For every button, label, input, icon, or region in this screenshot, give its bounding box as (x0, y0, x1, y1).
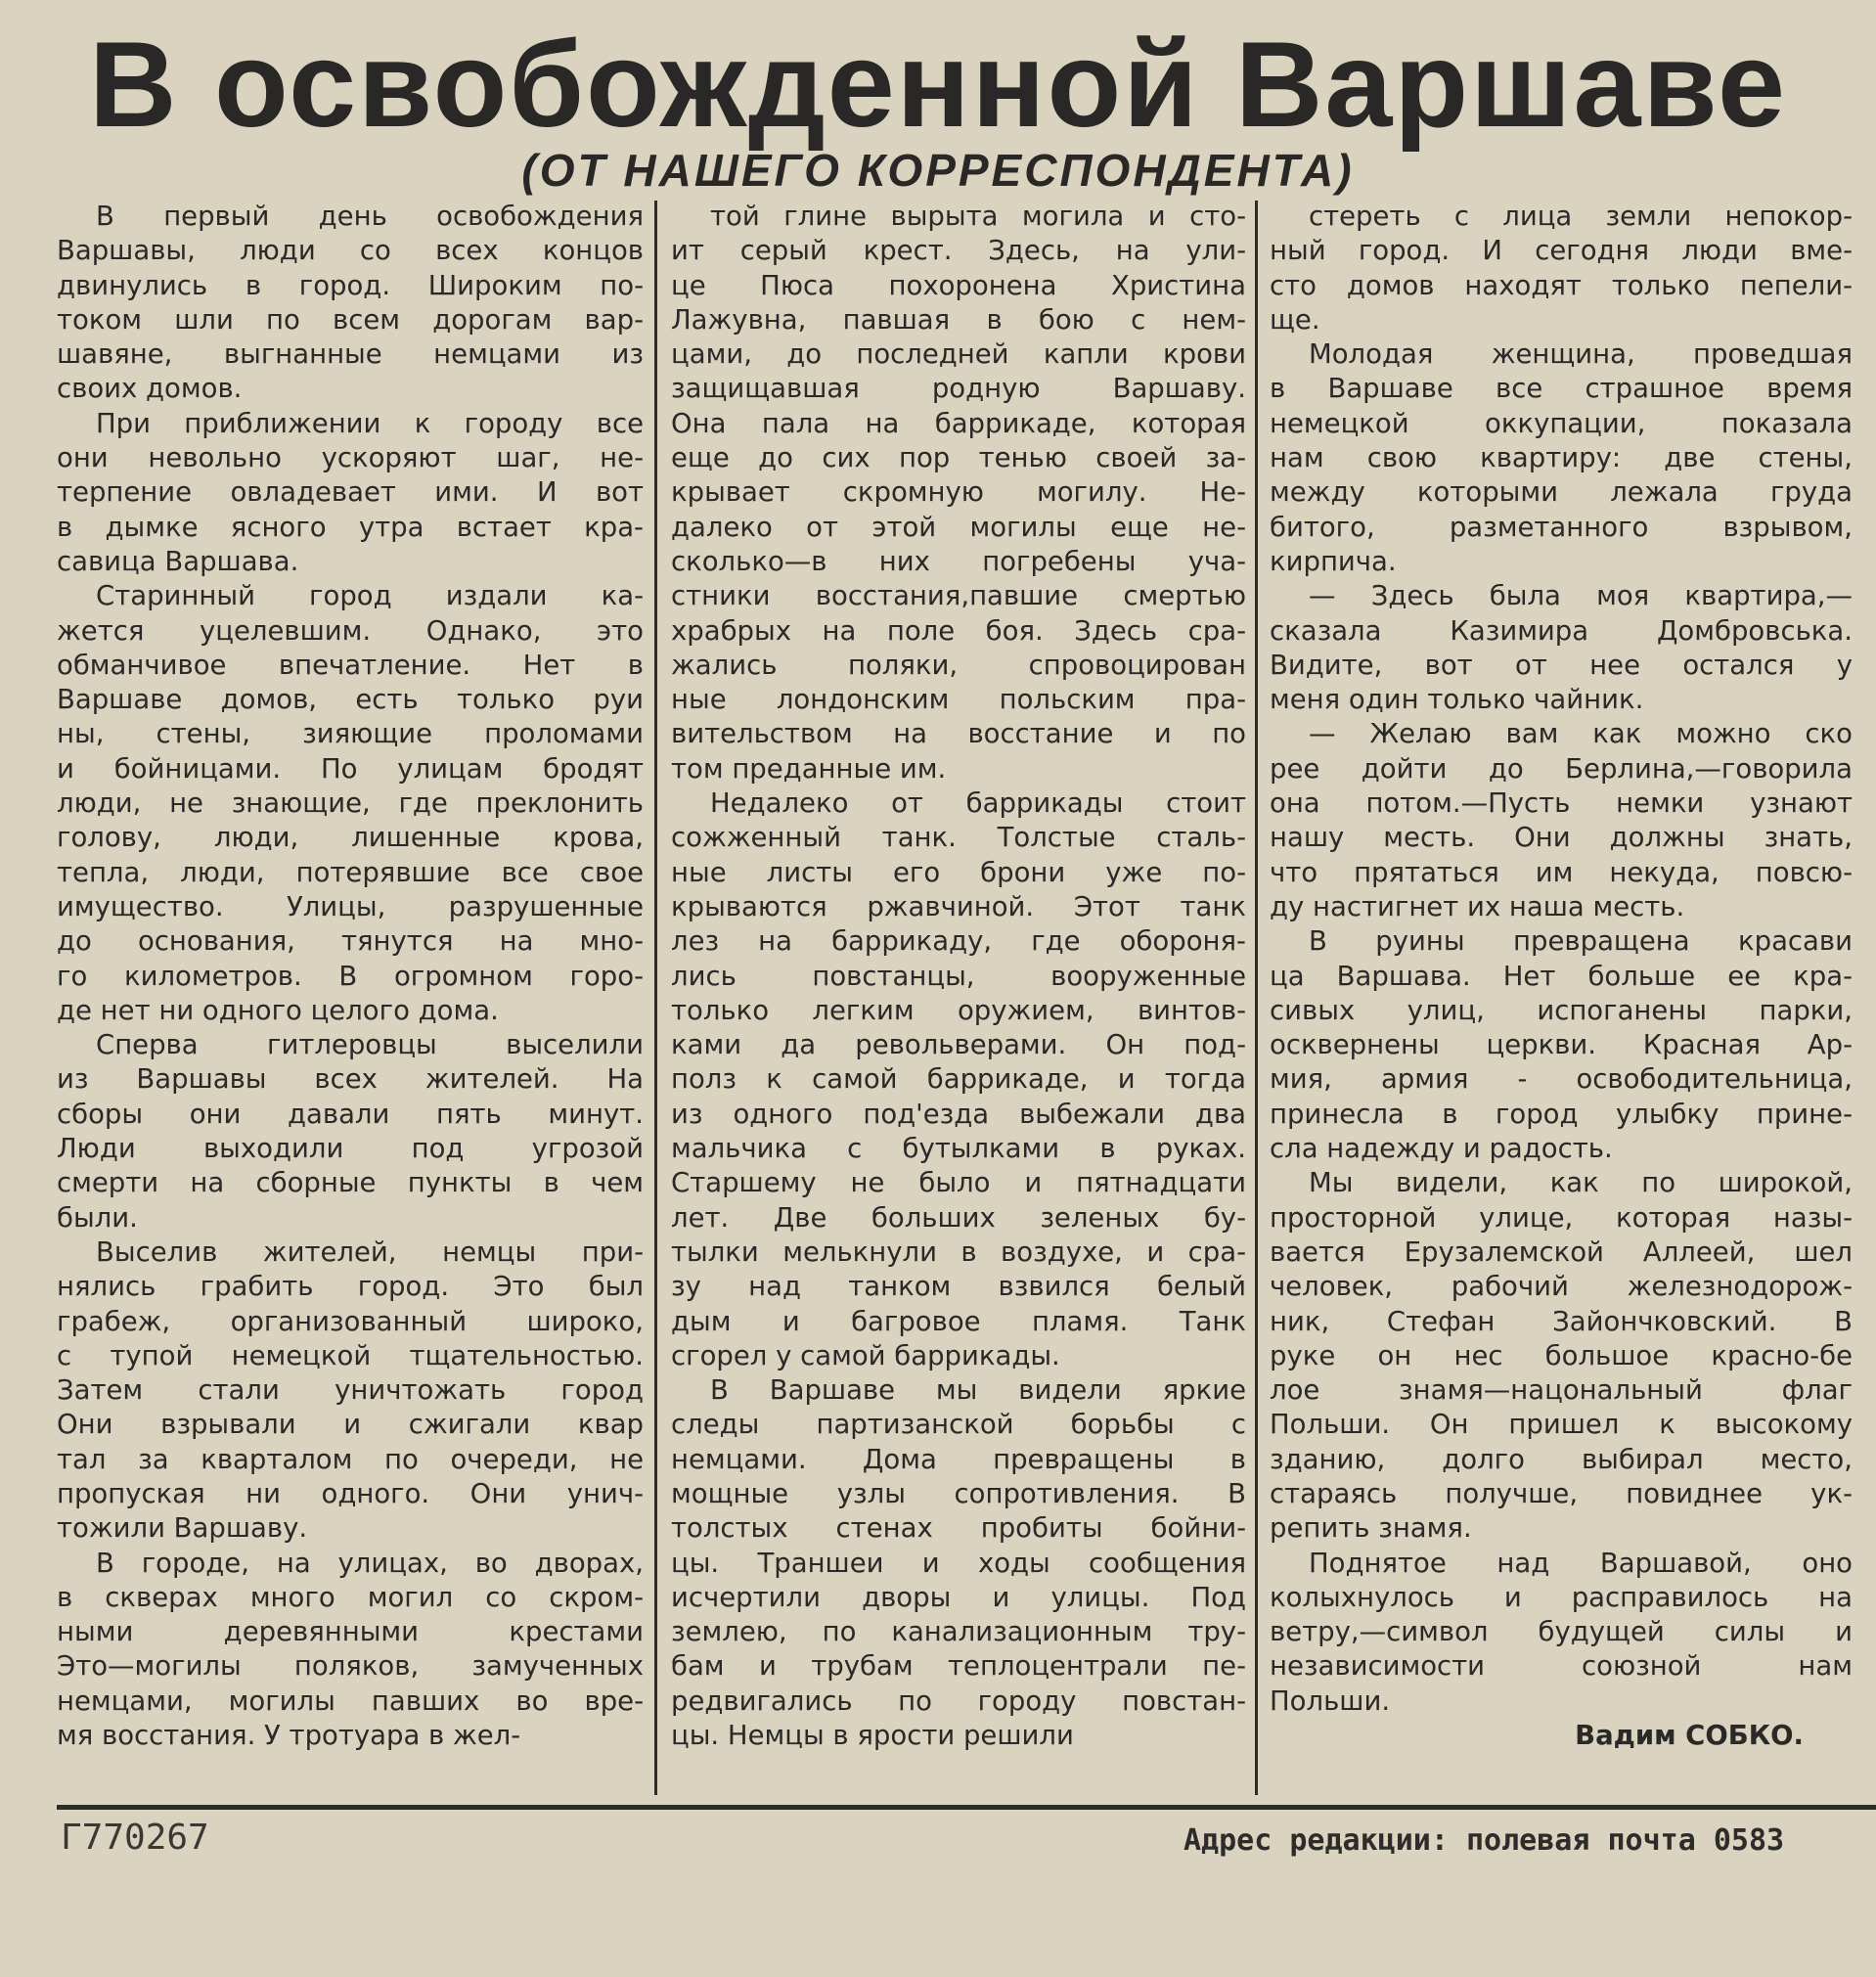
text-line: грабеж, организованный широко, (57, 1305, 644, 1337)
text-line: ками да револьверами. Он под- (671, 1029, 1246, 1061)
text-line: они невольно ускоряют шаг, не- (57, 442, 644, 474)
text-line: немцами, могилы павших во вре- (57, 1685, 644, 1717)
text-line: храбрых на поле боя. Здесь сра- (671, 614, 1246, 647)
text-line: только легким оружием, винтов- (671, 994, 1246, 1026)
column-divider-1 (654, 201, 657, 1795)
text-line: обманчивое впечатление. Нет в (57, 649, 644, 681)
text-line: вительством на восстание и по (671, 718, 1246, 750)
text-line: тал за кварталом по очереди, не (57, 1443, 644, 1475)
article-column-3 (1270, 200, 1853, 1753)
text-line: до основания, тянутся на мно- (57, 925, 644, 958)
text-line: землею, по канализационным тру- (671, 1616, 1246, 1648)
byline: Вадим СОБКО. (1575, 1720, 1804, 1752)
text-line: репить знамя. (1270, 1512, 1472, 1545)
text-line: Польши. (1270, 1685, 1391, 1717)
text-line: немецкой оккупации, показала (1270, 407, 1853, 439)
article-column-1 (57, 200, 644, 1753)
text-line: стараясь получше, повиднее ук- (1270, 1477, 1853, 1509)
text-line: той глине вырыта могила и сто- (710, 201, 1246, 232)
subheadline: (ОТ НАШЕГО КОРРЕСПОНДЕНТА) (521, 145, 1355, 196)
text-line: пропуская ни одного. Они унич- (57, 1477, 644, 1509)
text-line: Старинный город издали ка- (96, 580, 644, 612)
text-line: руке он нес большое красно-бе (1270, 1339, 1853, 1371)
text-line: це Пюса похоронена Христина (671, 269, 1246, 301)
text-line: сивых улиц, испоганены парки, (1270, 994, 1853, 1026)
text-line: лет. Две больших зеленых бу- (671, 1201, 1246, 1234)
text-line: в дымке ясного утра встает кра- (57, 511, 644, 543)
text-line: Лажувна, павшая в бою с нем- (671, 303, 1246, 336)
text-line: савица Варшава. (57, 545, 299, 577)
text-line: лое знамя—нацональный флаг (1270, 1374, 1853, 1407)
text-line: Варшаве домов, есть только руи (57, 684, 644, 716)
text-line: Это—могилы поляков, замученных (57, 1650, 644, 1683)
text-line: зу над танком взвился белый (671, 1271, 1246, 1303)
text-line: В городе, на улицах, во дворах, (96, 1547, 644, 1579)
text-line: Они взрывали и сжигали квар (57, 1409, 644, 1441)
text-line: Польши. Он пришел к высокому (1270, 1409, 1853, 1441)
text-line: крываются ржавчиной. Этот танк (671, 890, 1246, 922)
text-line: ные листы его брони уже по- (671, 856, 1246, 888)
column-divider-2 (1255, 201, 1258, 1795)
text-line: рее дойти до Берлина,—говорила (1270, 752, 1853, 785)
text-line: Сперва гитлеровцы выселили (96, 1029, 644, 1061)
text-line: де нет ни одного целого дома. (57, 994, 499, 1026)
text-line: она потом.—Пусть немки узнают (1270, 787, 1853, 820)
text-line: ветру,—символ будущей силы и (1270, 1616, 1853, 1648)
text-line: люди, не знающие, где преклонить (57, 787, 644, 820)
headline: В освобожденной Варшаве (88, 18, 1788, 153)
editorial-address: Адрес редакции: полевая почта 0583 (1184, 1823, 1785, 1858)
text-line: смерти на сборные пункты в чем (57, 1167, 644, 1199)
text-line: были. (57, 1201, 138, 1234)
text-line: жется уцелевшим. Однако, это (57, 614, 644, 647)
text-line: мия, армия - освободительница, (1270, 1063, 1853, 1096)
text-line: ит серый крест. Здесь, на ули- (671, 235, 1246, 267)
text-line: мя восстания. У тротуара в жел- (57, 1720, 521, 1752)
footer-rule (57, 1805, 1876, 1810)
text-line: немцами. Дома превращены в (671, 1443, 1246, 1475)
text-line: редвигались по городу повстан- (671, 1685, 1246, 1717)
text-line: нашу месть. Они должны знать, (1270, 822, 1853, 854)
text-line: дым и багровое пламя. Танк (671, 1305, 1246, 1337)
text-line: тепла, люди, потерявшие все свое (57, 856, 644, 888)
text-line: мощные узлы сопротивления. В (671, 1477, 1246, 1509)
text-line: лись повстанцы, вооруженные (671, 960, 1246, 992)
text-line: исчертили дворы и улицы. Под (671, 1581, 1246, 1613)
text-line: ду настигнет их наша месть. (1270, 890, 1685, 922)
text-line: в Варшаве все страшное время (1270, 373, 1853, 405)
text-line: с тупой немецкой тщательностью. (57, 1339, 644, 1371)
text-line: защищавшая родную Варшаву. (671, 373, 1246, 405)
text-line: том преданные им. (671, 752, 947, 785)
text-line: еще до сих пор тенью своей за- (671, 442, 1246, 474)
text-line: ные лондонским польским пра- (671, 684, 1246, 716)
text-line: в скверах много могил со скром- (57, 1581, 644, 1613)
text-line: крывает скромную могилу. Не- (671, 476, 1246, 509)
text-line: Видите, вот от нее остался у (1270, 649, 1853, 681)
text-line: человек, рабочий железнодорож- (1270, 1271, 1853, 1303)
text-line: что прятаться им некуда, повсю- (1270, 856, 1853, 888)
text-line: ца Варшава. Нет больше ее кра- (1270, 960, 1853, 992)
text-line: кирпича. (1270, 545, 1397, 577)
text-line: лез на баррикаду, где обороня- (671, 925, 1246, 958)
text-line: полз к самой баррикаде, и тогда (671, 1063, 1246, 1096)
text-line: и бойницами. По улицам бродят (57, 752, 644, 785)
text-line: толстых стенах пробиты бойни- (671, 1512, 1246, 1545)
text-line: Выселив жителей, немцы при- (96, 1236, 644, 1268)
text-line: ник, Стефан Зайончковский. В (1270, 1305, 1853, 1337)
text-line: сколько—в них погребены уча- (671, 545, 1246, 577)
text-line: Затем стали уничтожать город (57, 1374, 644, 1407)
text-line: стники восстания,павшие смертью (671, 580, 1246, 612)
text-line: Недалеко от баррикады стоит (710, 787, 1246, 820)
text-line: го километров. В огромном горо- (57, 960, 644, 992)
text-line: своих домов. (57, 373, 243, 405)
text-line: терпение овладевает ими. И вот (57, 476, 644, 509)
text-line: вается Ерузалемской Аллеей, шел (1270, 1236, 1853, 1268)
text-line: сто домов находят только пепели- (1270, 269, 1853, 301)
text-line: В Варшаве мы видели яркие (710, 1374, 1246, 1407)
text-line: меня один только чайник. (1270, 684, 1644, 716)
text-line: Молодая женщина, проведшая (1309, 338, 1853, 371)
text-line: током шли по всем дорогам вар- (57, 303, 644, 336)
article-column-2 (671, 200, 1246, 1753)
text-line: тылки мелькнули в воздухе, и сра- (671, 1236, 1246, 1268)
text-line: из одного под'езда выбежали два (671, 1098, 1246, 1130)
text-line: независимости союзной нам (1270, 1650, 1853, 1683)
text-line: Варшавы, люди со всех концов (57, 235, 644, 267)
text-line: В первый день освобождения (96, 201, 644, 232)
text-line: нам свою квартиру: две стены, (1270, 442, 1853, 474)
text-line: При приближении к городу все (96, 407, 644, 439)
text-line: Люди выходили под угрозой (57, 1133, 644, 1165)
text-line: зданию, долго выбирал место, (1270, 1443, 1853, 1475)
text-line: сказала Казимира Домбровська. (1270, 614, 1853, 647)
text-line: из Варшавы всех жителей. На (57, 1063, 644, 1096)
text-line: — Желаю вам как можно ско (1309, 718, 1853, 750)
text-line: между которыми лежала груда (1270, 476, 1853, 509)
text-line: нялись грабить город. Это был (57, 1271, 644, 1303)
text-line: колыхнулось и расправилось на (1270, 1581, 1853, 1613)
footer-code: Г770267 (61, 1818, 209, 1858)
text-line: следы партизанской борьбы с (671, 1409, 1246, 1441)
text-line: имущество. Улицы, разрушенные (57, 890, 644, 922)
text-line: ный город. И сегодня люди вме- (1270, 235, 1853, 267)
text-line: просторной улице, которая назы- (1270, 1201, 1853, 1234)
text-line: принесла в город улыбку прине- (1270, 1098, 1853, 1130)
text-line: стереть с лица земли непокор- (1309, 201, 1853, 232)
text-line: ны, стены, зияющие проломами (57, 718, 644, 750)
text-line: осквернены церкви. Красная Ар- (1270, 1029, 1853, 1061)
text-line: битого, разметанного взрывом, (1270, 511, 1853, 543)
text-line: сборы они давали пять минут. (57, 1098, 644, 1130)
text-line: цы. Траншеи и ходы сообщения (671, 1547, 1246, 1579)
text-line: Поднятое над Варшавой, оно (1309, 1547, 1853, 1579)
text-line: мальчика с бутылками в руках. (671, 1133, 1246, 1165)
text-line: Мы видели, как по широкой, (1309, 1167, 1853, 1199)
text-line: — Здесь была моя квартира,— (1309, 580, 1853, 612)
text-line: сла надежду и радость. (1270, 1133, 1613, 1165)
text-line: тожили Варшаву. (57, 1512, 308, 1545)
text-line: голову, люди, лишенные крова, (57, 822, 644, 854)
text-line: ще. (1270, 303, 1320, 336)
text-line: двинулись в город. Широким по- (57, 269, 644, 301)
text-line: сожженный танк. Толстые сталь- (671, 822, 1246, 854)
text-line: цами, до последней капли крови (671, 338, 1246, 371)
text-line: сгорел у самой баррикады. (671, 1339, 1060, 1371)
text-line: шавяне, выгнанные немцами из (57, 338, 644, 371)
text-line: Она пала на баррикаде, которая (671, 407, 1246, 439)
text-line: далеко от этой могилы еще не- (671, 511, 1246, 543)
text-line: цы. Немцы в ярости решили (671, 1720, 1074, 1752)
text-line: Старшему не было и пятнадцати (671, 1167, 1246, 1199)
text-line: жались поляки, спровоцирован (671, 649, 1246, 681)
text-line: В руины превращена красави (1309, 925, 1853, 958)
text-line: бам и трубам теплоцентрали пе- (671, 1650, 1246, 1683)
text-line: ными деревянными крестами (57, 1616, 644, 1648)
